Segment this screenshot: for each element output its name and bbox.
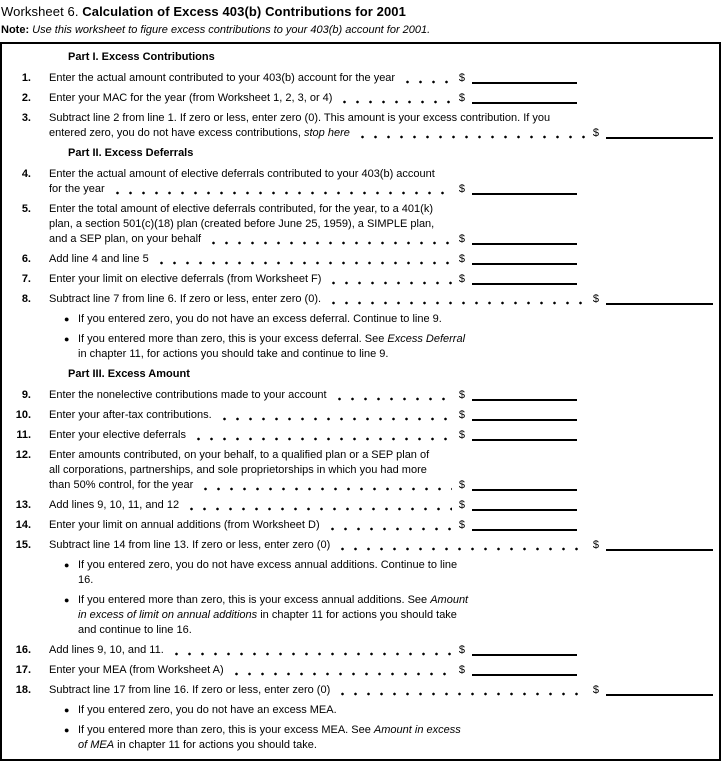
dot-leader xyxy=(327,281,451,285)
line-text: and a SEP plan, on your behalf xyxy=(49,233,202,245)
worksheet-line-13 xyxy=(2,498,719,513)
note-line xyxy=(1,24,721,37)
note-label: Note: xyxy=(1,24,30,36)
line-text: Subtract line 17 from line 16. If zero or less, enter zero (0) xyxy=(49,684,331,696)
line-text: Add lines 9, 10, and 11. xyxy=(49,644,164,656)
line-number: 4. xyxy=(21,168,31,180)
dollar-sign: $ xyxy=(458,253,465,265)
bullet-line: If you entered more than zero, this is your excess MEA. See Amount in excess xyxy=(78,724,461,736)
line-text: Enter the nonelective contributions made to your account xyxy=(49,389,327,401)
bullet-line: If you entered more than zero, this is your excess deferral. See Excess Deferral xyxy=(78,333,466,345)
dollar-sign: $ xyxy=(592,127,599,139)
dollar-sign: $ xyxy=(458,644,465,656)
amount-entry-line[interactable] xyxy=(472,399,577,401)
worksheet-line-2 xyxy=(2,91,719,106)
line-text: for the year xyxy=(49,183,105,195)
line-number: 10. xyxy=(15,409,31,421)
worksheet-box xyxy=(0,42,721,761)
line-text: plan, a section 501(c)(18) plan (created before June 25, 1959), a SIMPLE plan, xyxy=(49,218,435,230)
line-text: Enter the actual amount of elective deferrals contributed to your 403(b) account xyxy=(49,168,435,180)
worksheet-line-9 xyxy=(2,388,719,403)
worksheet-number: Worksheet 6. xyxy=(1,4,79,19)
line-text: Enter your MAC for the year (from Worksheet 1, 2, 3, or 4) xyxy=(49,92,333,104)
bullet-line: If you entered zero, you do not have excess annual additions. Continue to line xyxy=(78,559,458,571)
worksheet-line-12 xyxy=(2,448,719,493)
dot-leader xyxy=(111,191,452,195)
amount-entry-line[interactable] xyxy=(472,283,577,285)
worksheet-line-15 xyxy=(2,538,719,553)
line-text: Enter your elective deferrals xyxy=(49,429,186,441)
bullet-line: If you entered zero, you do not have an excess MEA. xyxy=(78,704,337,716)
dot-leader xyxy=(185,507,452,511)
dollar-sign: $ xyxy=(458,233,465,245)
worksheet-line-17 xyxy=(2,663,719,678)
bullet-text xyxy=(78,593,609,638)
worksheet-line-6 xyxy=(2,252,719,267)
dot-leader xyxy=(218,417,452,421)
bullet-icon: ● xyxy=(64,705,70,715)
amount-entry-line[interactable] xyxy=(472,243,577,245)
bullet-line: 16. xyxy=(78,574,94,586)
bullet-line: in chapter 11, for actions you should take and continue to line 9. xyxy=(78,348,389,360)
dot-leader xyxy=(338,100,451,104)
line-text: Add lines 9, 10, 11, and 12 xyxy=(49,499,180,511)
dollar-sign: $ xyxy=(458,519,465,531)
worksheet-line-14 xyxy=(2,518,719,533)
line-number: 1. xyxy=(21,72,31,84)
note-text: Use this worksheet to figure excess contributions to your 403(b) account for 2001. xyxy=(32,24,431,36)
dollar-sign: $ xyxy=(458,183,465,195)
dot-leader xyxy=(401,80,452,84)
worksheet-line-11 xyxy=(2,428,719,443)
bullet-text xyxy=(78,332,609,362)
line-text: Enter the total amount of elective deferrals contributed, for the year, to a 401(k) xyxy=(49,203,433,215)
line-text: Enter your limit on annual additions (from Worksheet D) xyxy=(49,519,320,531)
dot-leader xyxy=(199,487,452,491)
amount-entry-line[interactable] xyxy=(472,509,577,511)
dollar-sign: $ xyxy=(458,429,465,441)
amount-entry-line[interactable] xyxy=(472,193,577,195)
bullet-icon: ● xyxy=(64,725,70,735)
worksheet-line-1 xyxy=(2,71,719,86)
amount-entry-line[interactable] xyxy=(606,303,713,305)
dot-leader xyxy=(333,397,452,401)
line-number: 7. xyxy=(21,273,31,285)
amount-entry-line[interactable] xyxy=(472,489,577,491)
worksheet-line-7 xyxy=(2,272,719,287)
line-number: 5. xyxy=(21,203,31,215)
line-text: than 50% control, for the year xyxy=(49,479,194,491)
bullet-item xyxy=(64,558,719,588)
dot-leader xyxy=(192,437,452,441)
dollar-sign: $ xyxy=(458,499,465,511)
dot-leader xyxy=(327,301,586,305)
dot-leader xyxy=(155,261,452,265)
line-text: entered zero, you do not have excess contributions, stop here xyxy=(49,127,350,139)
line-number: 12. xyxy=(15,449,31,461)
line-number: 2. xyxy=(21,92,31,104)
bullet-item xyxy=(64,312,719,327)
line-text: Subtract line 2 from line 1. If zero or less, enter zero (0). This amount is your excess contribution. If you xyxy=(49,112,551,124)
dollar-sign: $ xyxy=(458,664,465,676)
line-number: 3. xyxy=(21,112,31,124)
bullet-text xyxy=(78,723,609,753)
line-text: Enter your after-tax contributions. xyxy=(49,409,212,421)
amount-entry-line[interactable] xyxy=(472,419,577,421)
line-text: all corporations, partnerships, and sole proprietorships in which you had more xyxy=(49,464,427,476)
line-text: Subtract line 14 from line 13. If zero or less, enter zero (0) xyxy=(49,539,331,551)
dollar-sign: $ xyxy=(458,479,465,491)
bullet-line: If you entered more than zero, this is your excess annual additions. See Amount xyxy=(78,594,469,606)
line-number: 17. xyxy=(15,664,31,676)
worksheet-line-16 xyxy=(2,643,719,658)
worksheet-title: Calculation of Excess 403(b) Contributions for 2001 xyxy=(82,4,406,19)
bullet-item xyxy=(64,593,719,638)
line-text: Add line 4 and line 5 xyxy=(49,253,149,265)
dollar-sign: $ xyxy=(592,684,599,696)
dollar-sign: $ xyxy=(592,539,599,551)
amount-entry-line[interactable] xyxy=(472,102,577,104)
dollar-sign: $ xyxy=(458,389,465,401)
line-number: 9. xyxy=(21,389,31,401)
amount-entry-line[interactable] xyxy=(472,529,577,531)
worksheet-line-8 xyxy=(2,292,719,307)
amount-entry-line[interactable] xyxy=(472,82,577,84)
bullet-line: and continue to line 16. xyxy=(78,624,192,636)
bullet-icon: ● xyxy=(64,595,70,605)
line-number: 13. xyxy=(15,499,31,511)
dot-leader xyxy=(326,527,452,531)
line-text: Enter your limit on elective deferrals (from Worksheet F) xyxy=(49,273,322,285)
line-number: 16. xyxy=(15,644,31,656)
line-text: Subtract line 7 from line 6. If zero or less, enter zero (0). xyxy=(49,293,322,305)
amount-entry-line[interactable] xyxy=(606,137,713,139)
bullet-item xyxy=(64,332,719,362)
bullet-icon: ● xyxy=(64,314,70,324)
bullet-icon: ● xyxy=(64,334,70,344)
part-2-heading: Part II. Excess Deferrals xyxy=(68,147,194,159)
bullet-item xyxy=(64,703,719,718)
bullet-line: If you entered zero, you do not have an excess deferral. Continue to line 9. xyxy=(78,313,442,325)
line-number: 18. xyxy=(15,684,31,696)
amount-entry-line[interactable] xyxy=(472,654,577,656)
dot-leader xyxy=(336,547,586,551)
worksheet-line-10 xyxy=(2,408,719,423)
dollar-sign: $ xyxy=(458,409,465,421)
line-number: 14. xyxy=(15,519,31,531)
bullet-text xyxy=(78,558,609,588)
dot-leader xyxy=(336,692,586,696)
dollar-sign: $ xyxy=(458,72,465,84)
dot-leader xyxy=(230,672,452,676)
amount-entry-line[interactable] xyxy=(606,694,713,696)
dollar-sign: $ xyxy=(458,92,465,104)
dot-leader xyxy=(170,652,452,656)
worksheet-line-4 xyxy=(2,167,719,197)
document-header xyxy=(0,4,721,37)
line-text: Enter amounts contributed, on your behalf, to a qualified plan or a SEP plan of xyxy=(49,449,430,461)
dollar-sign: $ xyxy=(592,293,599,305)
dot-leader xyxy=(356,135,586,139)
page-title xyxy=(1,4,721,20)
worksheet-line-3 xyxy=(2,111,719,141)
bullet-text xyxy=(78,312,609,327)
bullet-icon: ● xyxy=(64,560,70,570)
part-1-heading: Part I. Excess Contributions xyxy=(68,51,215,63)
bullet-item xyxy=(64,723,719,753)
dot-leader xyxy=(207,241,452,245)
bullet-text xyxy=(78,703,609,718)
worksheet-line-18 xyxy=(2,683,719,698)
line-number: 11. xyxy=(16,429,31,441)
amount-entry-line[interactable] xyxy=(472,439,577,441)
worksheet-line-5 xyxy=(2,202,719,247)
bullet-line: of MEA in chapter 11 for actions you should take. xyxy=(78,739,317,751)
line-text: Enter your MEA (from Worksheet A) xyxy=(49,664,224,676)
bullet-line: in excess of limit on annual additions in chapter 11 for actions you should take xyxy=(78,609,457,621)
amount-entry-line[interactable] xyxy=(606,549,713,551)
line-number: 8. xyxy=(21,293,31,305)
line-text: Enter the actual amount contributed to your 403(b) account for the year xyxy=(49,72,396,84)
line-number: 6. xyxy=(21,253,31,265)
line-number: 15. xyxy=(15,539,31,551)
part-3-heading: Part III. Excess Amount xyxy=(68,368,190,380)
amount-entry-line[interactable] xyxy=(472,674,577,676)
amount-entry-line[interactable] xyxy=(472,263,577,265)
dollar-sign: $ xyxy=(458,273,465,285)
